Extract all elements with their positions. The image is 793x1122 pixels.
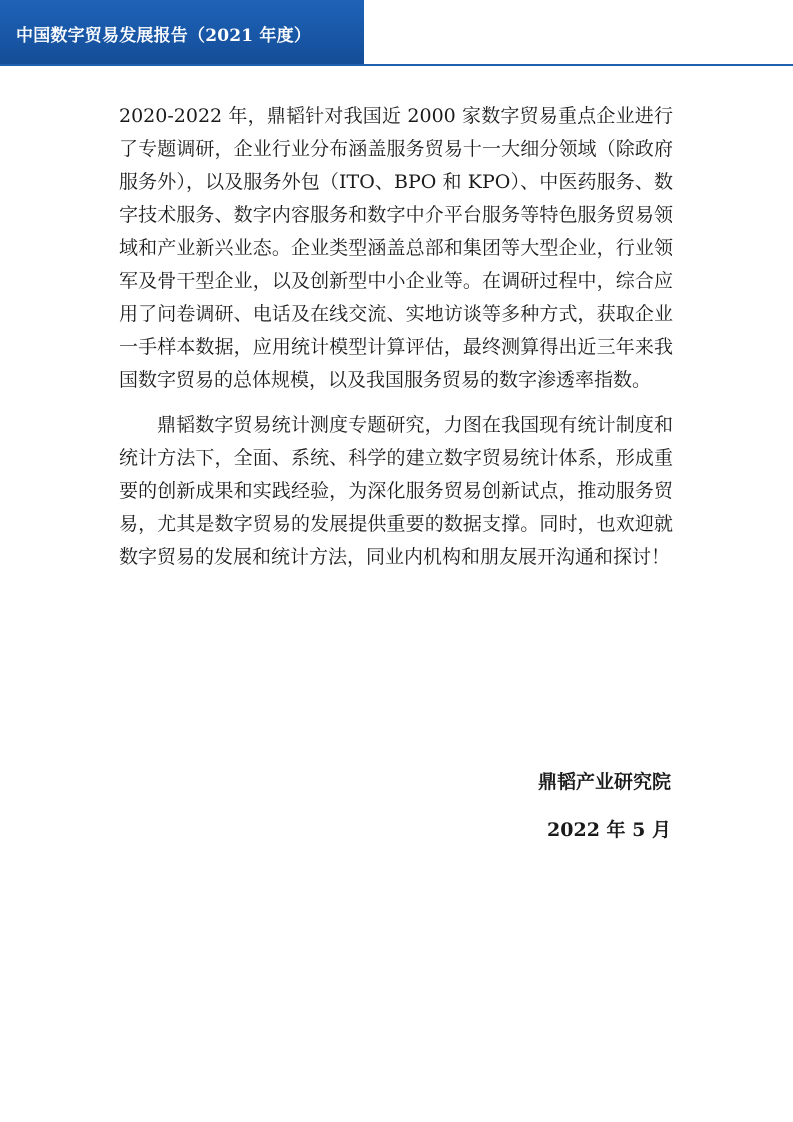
paragraph-survey: 2020-2022 年，鼎韬针对我国近 2000 家数字贸易重点企业进行了专题调研，企业行业分布涵盖服务贸易十一大细分领域（除政府服务外），以及服务外包（ITO、BPO 和 KPO）、中医药服务、数字技术服务、数字内容服务和数字中介平台服务等特色服务贸易领域和产业新兴业态。企业类型涵盖总部和集团等大型企业，行业领军及骨干型企业，以及创新型中小企业等。在调研过程中，综合应用了问卷调研、电话及在线交流、实地访谈等多种方式，获取企业一手样本数据，应用统计模型计算评估，最终测算得出近三年来我国数字贸易的总体规模，以及我国服务贸易的数字渗透率指数。 [119,105,673,391]
header-divider [0,64,793,66]
signature-date: 2022 年 5 月 [547,819,671,841]
signature-block [538,768,671,864]
paragraph-research: 鼎韬数字贸易统计测度专题研究，力图在我国现有统计制度和统计方法下，全面、系统、科学的建立数字贸易统计体系，形成重要的创新成果和实践经验，为深化服务贸易创新试点，推动服务贸易，尤其是数字贸易的发展提供重要的数据支撑。同时，也欢迎就数字贸易的发展和统计方法，同业内机构和朋友展开沟通和探讨！ [119,414,673,568]
report-title: 中国数字贸易发展报告（2021 年度） [16,26,312,46]
signature-organization: 鼎韬产业研究院 [537,771,671,793]
document-body [119,100,673,586]
header-band [0,0,364,64]
